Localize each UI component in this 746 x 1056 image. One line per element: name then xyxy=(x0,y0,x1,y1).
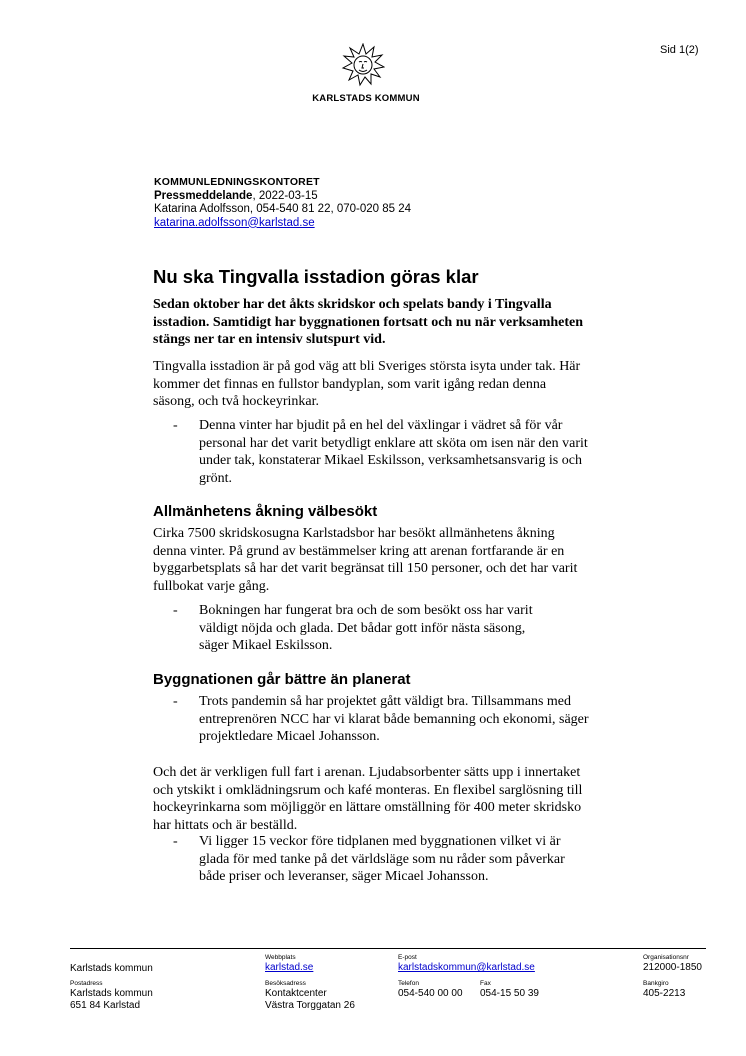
footer-post-label: Postadress xyxy=(70,980,103,987)
contact-block xyxy=(154,176,411,230)
footer-postal-address xyxy=(70,980,153,1012)
text-line: projektledare Micael Johansson. xyxy=(199,729,380,744)
footer-orgnr-label: Organisationsnr xyxy=(643,954,689,961)
text-line: glada för med tanke på det världsläge som nu råder som påverkar xyxy=(199,851,565,867)
footer-phone xyxy=(398,980,463,1000)
footer-visit-line: Västra Torggatan 26 xyxy=(265,1000,355,1011)
text-line: Vi ligger 15 veckor före tidplanen med byggnationen vilket vi är xyxy=(199,834,561,849)
subheading-construction: Byggnationen går bättre än planerat xyxy=(153,671,411,688)
paragraph-intro xyxy=(153,358,633,411)
sun-face-logo-icon xyxy=(341,43,385,87)
text-line: stängs ner tar en intensiv slutspurt vid. xyxy=(153,332,386,347)
quote-dash: - xyxy=(173,418,178,433)
article-title: Nu ska Tingvalla isstadion göras klar xyxy=(153,266,479,287)
footer-email-label: E-post xyxy=(398,954,417,961)
footer-visit-label: Besöksadress xyxy=(265,980,306,987)
footer-web-link[interactable]: karlstad.se xyxy=(265,962,314,973)
footer-visit-address xyxy=(265,980,355,1012)
footer-divider xyxy=(70,948,706,949)
text-line: under tak, konstaterar Mikael Eskilsson, verksamhetsansvarig is och xyxy=(199,453,582,468)
paragraph-public-skating xyxy=(153,525,633,595)
footer-post-line: Karlstads kommun xyxy=(70,988,153,999)
footer-email-link[interactable]: karlstadskommun@karlstad.se xyxy=(398,962,535,973)
text-line: denna vinter. På grund av bestämmelser kring att arenan fortfarande är en xyxy=(153,543,565,559)
quote-1 xyxy=(173,417,633,487)
footer-org xyxy=(70,963,153,975)
footer-orgnr xyxy=(643,954,702,974)
quote-4 xyxy=(173,833,633,886)
footer-web-label: Webbplats xyxy=(265,954,296,961)
text-line: Cirka 7500 skridskosugna Karlstadsbor har besökt allmänhetens åkning xyxy=(153,526,555,541)
press-release-line xyxy=(154,190,411,204)
quote-dash: - xyxy=(173,694,178,709)
quote-2 xyxy=(173,602,633,655)
text-line: entreprenören NCC har vi klarat både bemanning och ekonomi, säger xyxy=(199,711,589,727)
footer-email xyxy=(398,954,535,974)
paragraph-construction xyxy=(153,764,633,834)
text-line: grönt. xyxy=(199,470,233,486)
text-line: personal har det varit betydligt enklare att sköta om isen när den varit xyxy=(199,435,588,451)
footer-orgnr-value: 212000-1850 xyxy=(643,962,702,973)
text-line: Bokningen har fungerat bra och de som besökt oss har varit xyxy=(199,603,533,618)
text-line: och ytskikt i omklädningsrum och kafé monteras. En flexibel sarglösning till xyxy=(153,782,583,798)
quote-3 xyxy=(173,693,633,746)
footer-bankgiro xyxy=(643,980,685,1000)
text-line: säger Mikael Eskilsson. xyxy=(199,638,333,653)
contact-line: Katarina Adolfsson, 054-540 81 22, 070-020 85 24 xyxy=(154,203,412,215)
text-line: säsong, och två hockeyrinkar. xyxy=(153,394,320,409)
contact-email-link[interactable]: katarina.adolfsson@karlstad.se xyxy=(154,216,315,229)
quote-dash: - xyxy=(173,834,178,849)
footer-post-line: 651 84 Karlstad xyxy=(70,1000,141,1011)
text-line: hockeyrinkarna som möjliggör en lättare omställning för 400 meter skridsko xyxy=(153,800,582,815)
page-number: Sid 1(2) xyxy=(660,44,699,56)
text-line: har hittats och är beställd. xyxy=(153,817,298,833)
footer-fax-value: 054-15 50 39 xyxy=(480,988,539,999)
footer-phone-value: 054-540 00 00 xyxy=(398,988,463,999)
footer-org-name: Karlstads kommun xyxy=(70,963,153,974)
text-line: Denna vinter har bjudit på en hel del växlingar i vädret så för vår xyxy=(199,418,563,433)
text-line: Tingvalla isstadion är på god väg att bli Sveriges största isyta under tak. Här xyxy=(153,359,581,374)
doc-type: Pressmeddelande xyxy=(154,189,253,202)
quote-dash: - xyxy=(173,603,178,618)
text-line: Trots pandemin så har projektet gått väldigt bra. Tillsammans med xyxy=(199,694,571,709)
footer-bankgiro-label: Bankgiro xyxy=(643,980,669,987)
text-line: kommer det finnas en fullstor bandyplan, som varit igång redan denna xyxy=(153,376,547,392)
text-line: Och det är verkligen full fart i arenan. Ljudabsorbenter sätts upp i innertaket xyxy=(153,765,581,780)
subheading-public-skating: Allmänhetens åkning välbesökt xyxy=(153,503,378,520)
footer-bankgiro-value: 405-2213 xyxy=(643,988,686,999)
text-line: Sedan oktober har det åkts skridskor och spelats bandy i Tingvalla xyxy=(153,297,552,312)
text-line: fullbokat varje gång. xyxy=(153,578,270,594)
organization-name: KARLSTADS KOMMUN xyxy=(312,93,420,104)
text-line: väldigt nöjda och glada. Det bådar gott inför nästa säsong, xyxy=(199,620,526,636)
footer-phone-label: Telefon xyxy=(398,980,419,987)
text-line: isstadion. Samtidigt har byggnationen fortsatt och nu när verksamheten xyxy=(153,314,584,330)
footer-visit-line: Kontaktcenter xyxy=(265,988,327,999)
footer-website xyxy=(265,954,313,974)
text-line: både priser och leveranser, säger Micael Johansson. xyxy=(199,869,489,884)
text-line: byggarbetsplats så har det varit begränsat till 150 personer, och det har varit xyxy=(153,561,578,576)
lead-paragraph xyxy=(153,296,633,349)
footer-fax xyxy=(480,980,539,1000)
department-name: KOMMUNLEDNINGSKONTORET xyxy=(154,176,320,188)
footer-fax-label: Fax xyxy=(480,980,491,987)
release-date: , 2022-03-15 xyxy=(252,189,318,202)
